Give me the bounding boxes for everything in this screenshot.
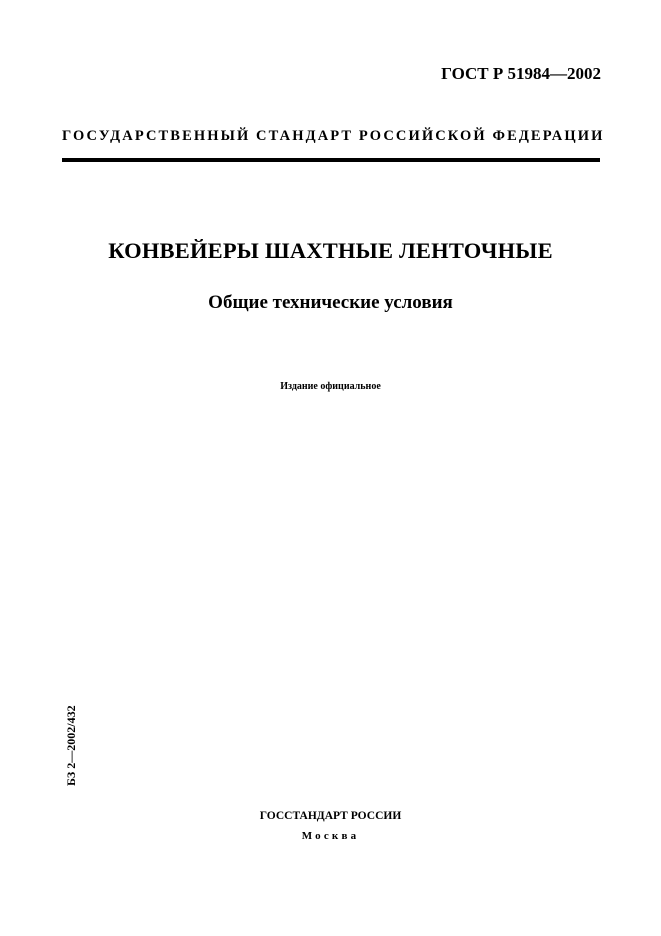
side-code: БЗ 2—2002/432 [64, 705, 78, 786]
header-rule [62, 158, 600, 162]
publisher-city: Москва [301, 830, 360, 842]
page-title: КОНВЕЙЕРЫ ШАХТНЫЕ ЛЕНТОЧНЫЕ [108, 238, 553, 263]
document-header: ГОСУДАРСТВЕННЫЙ СТАНДАРТ РОССИЙСКОЙ ФЕДЕРАЦИИ [62, 128, 605, 144]
page-subtitle: Общие технические условия [208, 292, 453, 313]
publisher: ГОССТАНДАРТ РОССИИ [259, 810, 402, 822]
edition-note: Издание официальное [280, 381, 381, 392]
standard-number: ГОСТ Р 51984—2002 [441, 64, 601, 83]
